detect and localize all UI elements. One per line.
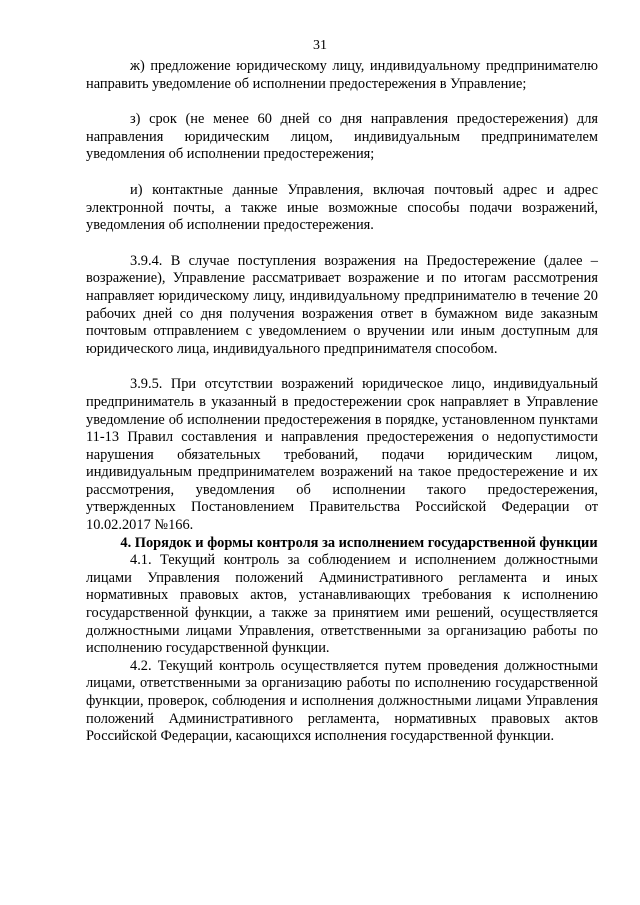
section-heading: 4. Порядок и формы контроля за исполнением государственной функции [120, 534, 598, 551]
paragraph-3-9-5: 3.9.5. При отсутствии возражений юридическое лицо, индивидуальный предприниматель в указанный в предостережении срок направляет в Управление уведомление об исполнении предостережения в порядке, установленном пунктами 11-13 Правил составления и направления предостережения о недопустимости нарушения обязательных требований, подачи юридическим лицом, индивидуальным предпринимателем возражений на такое предостережение и их рассмотрения, уведомления об исполнении такого предостережения, утвержденных Постановлением Правительства Российской Федерации от 10.02.2017 №166. [86, 376, 598, 534]
paragraph-3-9-4: 3.9.4. В случае поступления возражения на Предостережение (далее – возражение), Управление рассматривает возражение и по итогам рассмотрения направляет юридическому лицу, индивидуальному предпринимателю в течение 20 рабочих дней со дня получения возражения ответ в бумажном виде заказным почтовым отправлением с уведомлением о вручении или иным доступным для юридического лица, индивидуального предпринимателя способом. [86, 252, 598, 357]
paragraph-item-zh: ж) предложение юридическому лицу, индивидуальному предпринимателю направить уведомление об исполнении предостережения в Управление; [86, 58, 598, 92]
page-number: 31 [313, 38, 327, 53]
paragraph-item-z: з) срок (не менее 60 дней со дня направления предостережения) для направления юридическим лицом, индивидуальным предпринимателем уведомления об исполнении предостережения; [86, 111, 598, 163]
paragraph-4-1: 4.1. Текущий контроль за соблюдением и исполнением должностными лицами Управления положений Административного регламента и иных нормативных правовых актов, устанавливающих требования к исполнению государственной функции, а также за принятием ими решений, осуществляется должностными лицами Управления, ответственными за организацию работы по исполнению государственной функции. [86, 552, 598, 657]
page-body [86, 58, 598, 746]
paragraph-item-i: и) контактные данные Управления, включая почтовый адрес и адрес электронной почты, а также иные возможные способы подачи возражений, уведомления об исполнении предостережения. [86, 181, 598, 234]
paragraph-4-2: 4.2. Текущий контроль осуществляется путем проведения должностными лицами, ответственными за организацию работы по исполнению государственной функции, проверок, соблюдения и исполнения должностными лицами Управления положений Административного регламента, нормативных правовых актов Российской Федерации, касающихся исполнения государственной функции. [86, 657, 598, 745]
